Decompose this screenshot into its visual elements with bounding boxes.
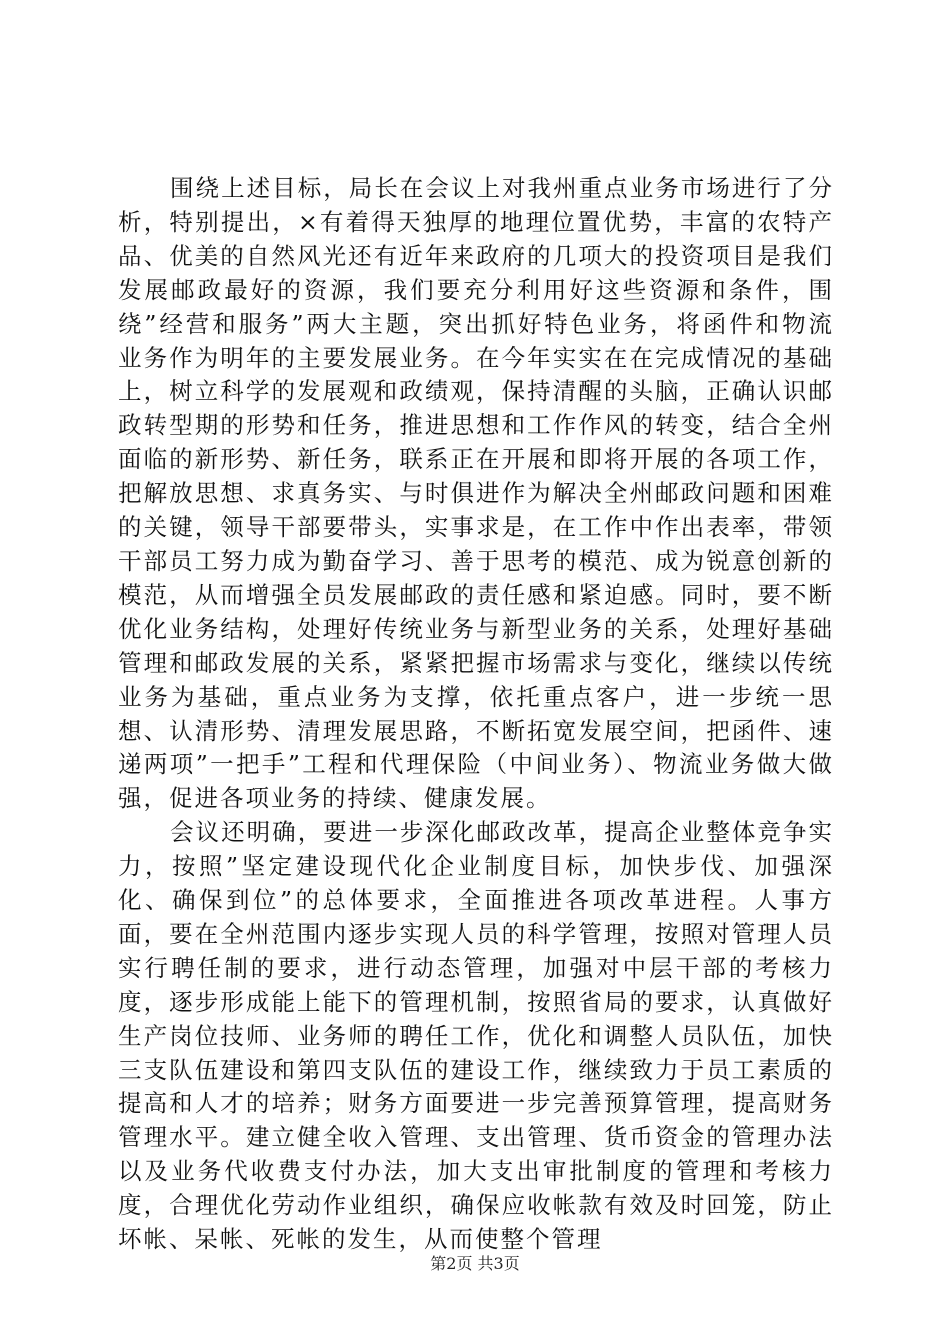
paragraph: 会议还明确，要进一步深化邮政改革，提高企业整体竞争实力，按照”坚定建设现代化企业制度目标，加快步伐、加强深化、确保到位”的总体要求，全面推进各项改革进程。人事方面，要在全州范围内逐步实现人员的科学管理，按照对管理人员实行聘任制的要求，进行动态管理，加强对中层干部的考核力度，逐步形成能上能下的管理机制，按照省局的要求，认真做好生产岗位技师、业务师的聘任工作，优化和调整人员队伍，加快三支队伍建设和第四支队伍的建设工作，继续致力于员工素质的提高和人才的培养；财务方面要进一步完善预算管理，提高财务管理水平。建立健全收入管理、支出管理、货币资金的管理办法以及业务代收费支付办法，加大支出审批制度的管理和考核力度，合理优化劳动作业组织，确保应收帐款有效及时回笼，防止坏帐、呆帐、死帐的发生，从而使整个管理 xyxy=(118,818,834,1254)
paragraph: 围绕上述目标，局长在会议上对我州重点业务市场进行了分析，特别提出，×有着得天独厚的地理位置优势，丰富的农特产品、优美的自然风光还有近年来政府的几项大的投资项目是我们发展邮政最好的资源，我们要充分利用好这些资源和条件，围绕”经营和服务”两大主题，突出抓好特色业务，将函件和物流业务作为明年的主要发展业务。在今年实实在在完成情况的基础上，树立科学的发展观和政绩观，保持清醒的头脑，正确认识邮政转型期的形势和任务，推进思想和工作作风的转变，结合全州面临的新形势、新任务，联系正在开展和即将开展的各项工作，把解放思想、求真务实、与时俱进作为解决全州邮政问题和困难的关键，领导干部要带头，实事求是，在工作中作出表率，带领干部员工努力成为勤奋学习、善于思考的模范、成为锐意创新的模范，从而增强全员发展邮政的责任感和紧迫感。同时，要不断优化业务结构，处理好传统业务与新型业务的关系，处理好基础管理和邮政发展的关系，紧紧把握市场需求与变化，继续以传统业务为基础，重点业务为支撑，依托重点客户，进一步统一思想、认清形势、清理发展思路，不断拓宽发展空间，把函件、速递两项”一把手”工程和代理保险（中间业务）、物流业务做大做强，促进各项业务的持续、健康发展。 xyxy=(118,174,834,813)
page-number-footer: 第2页 共3页 xyxy=(430,1254,520,1273)
document-body xyxy=(118,172,834,1257)
